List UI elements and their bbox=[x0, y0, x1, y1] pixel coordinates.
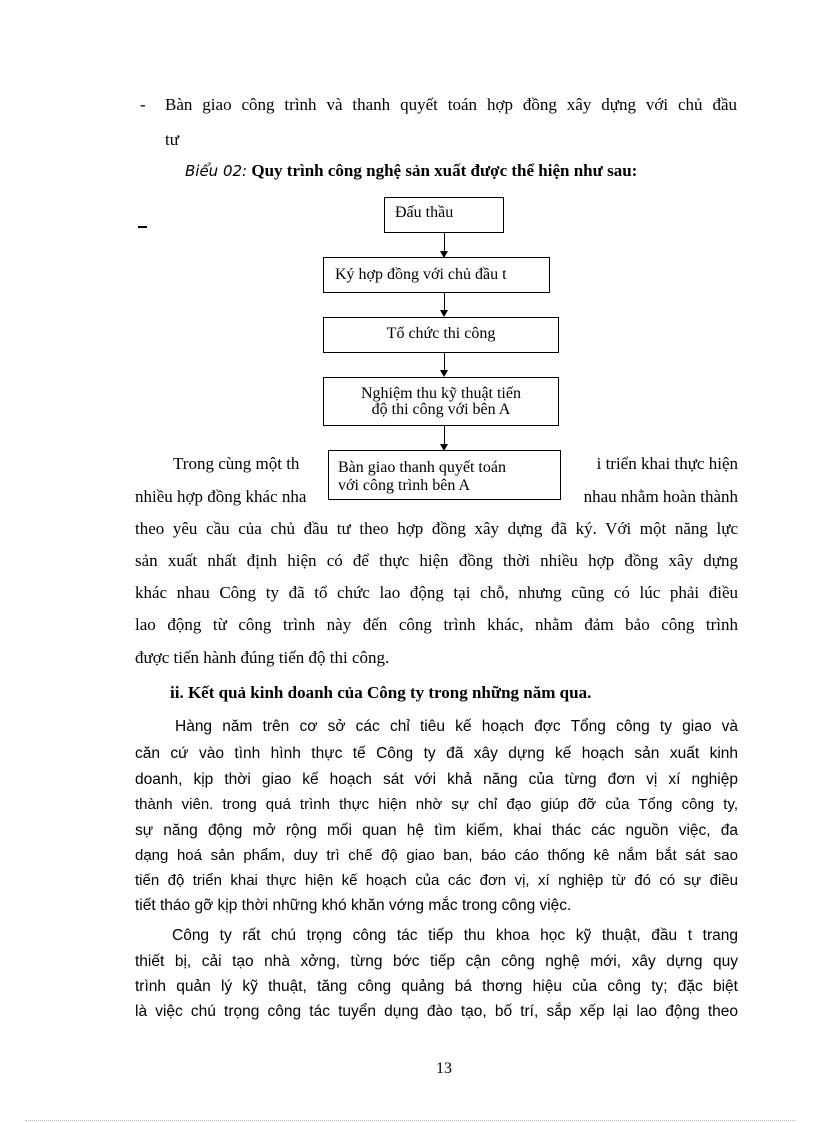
bullet-text-line-2: tư bbox=[165, 130, 179, 149]
paragraph-3-line: thiết bị, cải tạo nhà xởng, từng bớc tiếp cận công nghệ mới, xây dựng quy bbox=[135, 953, 738, 970]
flow-step-handover bbox=[328, 450, 561, 500]
flow-step-acceptance bbox=[323, 377, 559, 426]
flow-step-bidding bbox=[384, 197, 504, 233]
paragraph-3-line: là việc chú trọng công tác tuyển dụng đào tạo, bố trí, sắp xếp lại lao động theo bbox=[135, 1003, 738, 1020]
paragraph-2-line: thành viên. trong quá trình thực hiện nhờ sự chỉ đạo giúp đỡ của Tổng công ty, bbox=[135, 796, 738, 813]
stray-dash-mark bbox=[138, 226, 147, 228]
paragraph-1-fragment: i triển khai thực hiện bbox=[596, 454, 738, 473]
paragraph-2-line: doanh, kịp thời giao kế hoạch sát với khả năng của từng đơn vị xí nghiệp bbox=[135, 771, 738, 788]
flow-step-label-line: Bàn giao thanh quyết toán bbox=[338, 459, 506, 476]
flow-arrow-shaft bbox=[444, 353, 445, 370]
paragraph-1-fragment: nhiều hợp đồng khác nha bbox=[135, 487, 307, 506]
paragraph-2-line: tiến độ triển khai thực hiện kế hoạch của các đơn vị, xí nghiệp từ đó có sự điều bbox=[135, 872, 738, 889]
paragraph-2-line: sự năng động mở rộng mối quan hệ tìm kiếm, khai thác các nguồn việc, đa bbox=[135, 822, 738, 839]
caption-title: Quy trình công nghệ sản xuất được thể hiện như sau: bbox=[251, 161, 638, 180]
page-number: 13 bbox=[436, 1060, 452, 1077]
paragraph-2-line: tiết tháo gỡ kịp thời những khó khăn vớng mắc trong công việc. bbox=[135, 897, 572, 914]
paragraph-1-line: lao động từ công trình này đến công trình khác, nhằm đảm bảo công trình bbox=[135, 615, 738, 634]
flow-step-construction bbox=[323, 317, 559, 353]
flow-arrow-head bbox=[440, 370, 448, 377]
paragraph-1-line: theo yêu cầu của chủ đầu tư theo hợp đồng xây dựng đã ký. Với một năng lực bbox=[135, 519, 738, 538]
flow-step-label-line: với công trình bên A bbox=[338, 477, 470, 494]
flow-step-label-line: độ thi công với bên A bbox=[371, 401, 511, 418]
bullet-text-line-1: Bàn giao công trình và thanh quyết toán hợp đồng xây dựng với chủ đầu bbox=[165, 95, 737, 114]
paragraph-1-line: sản xuất nhất định hiện có để thực hiện đồng thời nhiều hợp đồng xây dựng bbox=[135, 551, 738, 570]
section-heading: ii. Kết quả kinh doanh của Công ty trong những năm qua. bbox=[170, 683, 592, 702]
flow-step-label: Ký hợp đồng với chủ đầu t bbox=[335, 266, 507, 283]
caption-prefix: Biểu 02: bbox=[185, 162, 248, 180]
flow-arrow-head bbox=[440, 310, 448, 317]
figure-caption bbox=[185, 161, 637, 181]
flow-arrow-shaft bbox=[444, 233, 445, 251]
paragraph-2-line: dạng hoá sản phẩm, duy trì chế độ giao ban, báo cáo thống kê nắm bắt sát sao bbox=[135, 847, 738, 864]
flow-arrow-shaft bbox=[444, 293, 445, 310]
paragraph-3-line: Công ty rất chú trọng công tác tiếp thu khoa học kỹ thuật, đầu t trang bbox=[172, 927, 738, 944]
flow-step-label: Tổ chức thi công bbox=[386, 325, 496, 342]
paragraph-2-line: căn cứ vào tình hình thực tế Công ty đã xây dựng kế hoạch sản xuất kinh bbox=[135, 745, 738, 762]
paragraph-1-fragment: nhau nhằm hoàn thành bbox=[583, 487, 738, 506]
flow-step-contract bbox=[323, 257, 550, 293]
paragraph-2-line: Hàng năm trên cơ sở các chỉ tiêu kế hoạch đợc Tổng công ty giao và bbox=[175, 718, 738, 735]
flow-step-label: Đấu thầu bbox=[395, 204, 454, 221]
paragraph-1-line: khác nhau Công ty đã tổ chức lao động tại chỗ, nhưng cũng có lúc phải điều bbox=[135, 583, 738, 602]
flow-step-label-line: Nghiệm thu kỹ thuật tiến bbox=[361, 385, 521, 402]
flow-arrow-shaft bbox=[444, 426, 445, 444]
bullet-marker: - bbox=[140, 95, 146, 114]
paragraph-1-line: được tiến hành đúng tiến độ thi công. bbox=[135, 648, 390, 667]
page-footer-dotted-line bbox=[25, 1120, 795, 1121]
paragraph-3-line: trình quản lý kỹ thuật, tăng công quảng bá thơng hiệu của công ty; đặc biệt bbox=[135, 978, 738, 995]
paragraph-1-fragment: Trong cùng một th bbox=[173, 454, 300, 473]
